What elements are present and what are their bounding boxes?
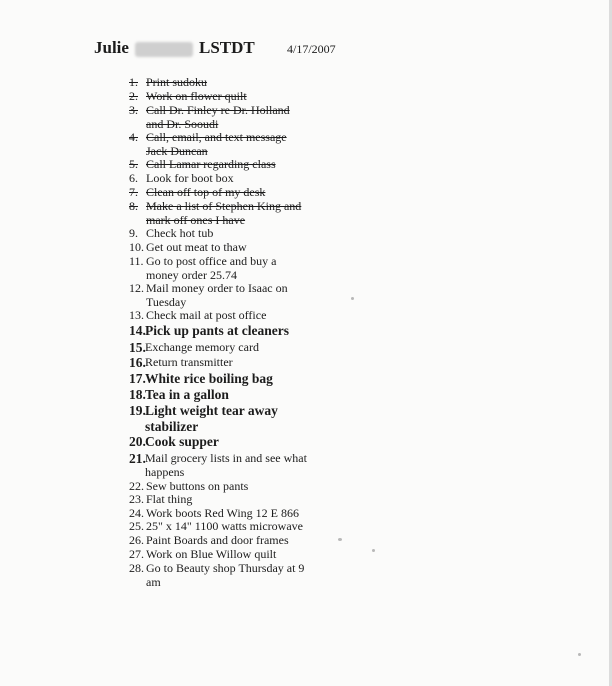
- todo-number: 17.: [129, 371, 146, 386]
- scan-speck: [338, 538, 342, 541]
- todo-text: stabilizer: [145, 419, 199, 434]
- todo-text: Pick up pants at cleaners: [145, 323, 290, 338]
- todo-number: 18.: [129, 387, 146, 402]
- todo-text: Call Dr. Finley re Dr. Holland: [146, 103, 290, 117]
- todo-text: Go to post office and buy a: [146, 254, 277, 268]
- todo-number: 21.: [129, 451, 146, 466]
- todo-text: Light weight tear away: [145, 403, 278, 418]
- todo-text: Call, email, and text message: [146, 130, 287, 144]
- todo-text: Print sudoku: [146, 75, 208, 89]
- header-title: LSTDT: [199, 38, 255, 57]
- header-date: 4/17/2007: [287, 42, 336, 56]
- todo-text: Work on flower quilt: [146, 89, 247, 103]
- todo-number: 8.: [129, 199, 138, 213]
- todo-text: Cook supper: [145, 434, 219, 449]
- todo-text: 25" x 14" 1100 watts microwave: [146, 519, 303, 533]
- todo-number: 2.: [129, 89, 138, 103]
- todo-text: Call Lamar regarding class: [146, 157, 276, 171]
- todo-text: Work on Blue Willow quilt: [146, 547, 277, 561]
- scan-speck: [578, 653, 581, 656]
- scan-speck: [372, 549, 375, 552]
- todo-text: Tea in a gallon: [145, 387, 229, 402]
- header-name: Julie: [94, 38, 129, 57]
- todo-number: 22.: [129, 479, 144, 493]
- todo-text: Tuesday: [146, 295, 187, 309]
- todo-text: Clean off top of my desk: [146, 185, 266, 199]
- todo-text: Work boots Red Wing 12 E 866: [146, 506, 299, 520]
- todo-number: 26.: [129, 533, 144, 547]
- todo-number: 13.: [129, 308, 144, 322]
- todo-text: Check mail at post office: [146, 308, 267, 322]
- todo-text: Make a list of Stephen King and: [146, 199, 302, 213]
- todo-number: 3.: [129, 103, 138, 117]
- todo-number: 12.: [129, 281, 144, 295]
- todo-number: 7.: [129, 185, 138, 199]
- todo-number: 6.: [129, 171, 138, 185]
- todo-text: Check hot tub: [146, 226, 214, 240]
- todo-number: 10.: [129, 240, 144, 254]
- todo-number: 27.: [129, 547, 144, 561]
- todo-number: 15.: [129, 340, 146, 355]
- todo-number: 14.: [129, 323, 146, 338]
- scan-speck: [351, 297, 354, 300]
- todo-text: White rice boiling bag: [145, 371, 273, 386]
- todo-text: happens: [145, 465, 185, 479]
- todo-number: 20.: [129, 434, 146, 449]
- todo-text: Paint Boards and door frames: [146, 533, 289, 547]
- todo-text: Jack Duncan: [146, 144, 208, 158]
- todo-text: Mail grocery lists in and see what: [145, 451, 307, 465]
- todo-text: am: [146, 575, 161, 589]
- redacted-surname: [135, 42, 193, 57]
- todo-text: Look for boot box: [146, 171, 234, 185]
- todo-number: 19.: [129, 403, 146, 418]
- todo-number: 1.: [129, 75, 138, 89]
- todo-text: Flat thing: [146, 492, 193, 506]
- todo-number: 5.: [129, 157, 138, 171]
- todo-text: Exchange memory card: [145, 340, 259, 354]
- todo-number: 25.: [129, 519, 144, 533]
- todo-text: Return transmitter: [145, 355, 233, 369]
- todo-number: 11.: [129, 254, 144, 268]
- todo-text: Sew buttons on pants: [146, 479, 249, 493]
- todo-text: mark off ones I have: [146, 213, 246, 227]
- todo-text: Go to Beauty shop Thursday at 9: [146, 561, 305, 575]
- todo-number: 16.: [129, 355, 146, 370]
- todo-number: 9.: [129, 226, 138, 240]
- todo-number: 4.: [129, 130, 138, 144]
- todo-number: 23.: [129, 492, 144, 506]
- todo-text: money order 25.74: [146, 268, 237, 282]
- todo-number: 24.: [129, 506, 144, 520]
- todo-number: 28.: [129, 561, 144, 575]
- todo-text: and Dr. Sooudi: [146, 117, 219, 131]
- todo-text: Mail money order to Isaac on: [146, 281, 288, 295]
- todo-text: Get out meat to thaw: [146, 240, 247, 254]
